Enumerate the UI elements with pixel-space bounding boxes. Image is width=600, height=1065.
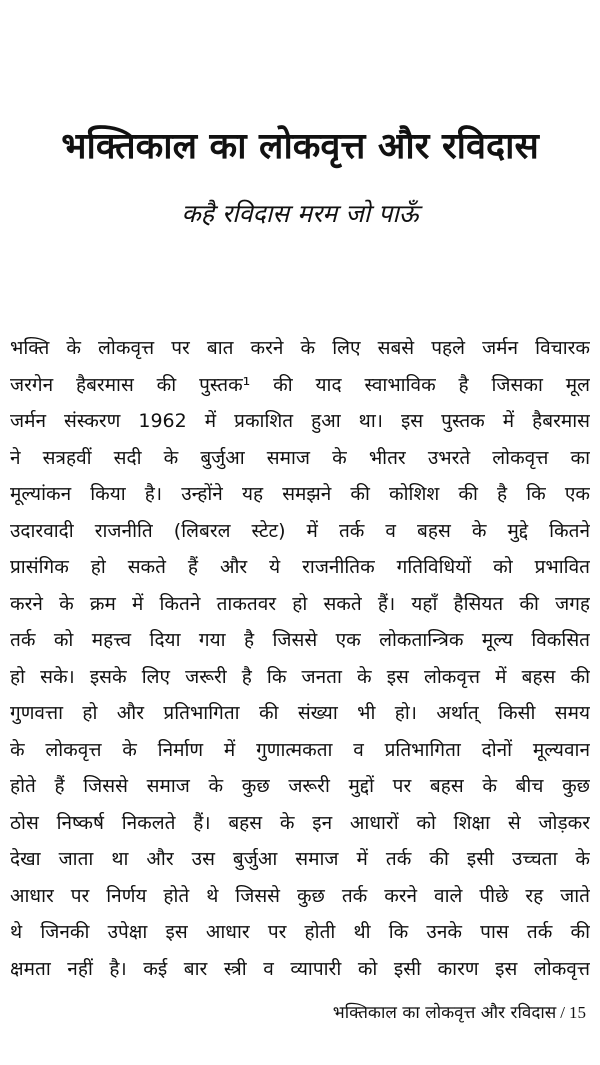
text-line: आधार पर निर्णय होते थे जिससे कुछ तर्क करने वाले पीछे रह जाते	[10, 884, 590, 907]
chapter-title: भक्तिकाल का लोकवृत्त और रविदास	[61, 126, 539, 167]
text-line: होते हैं जिससे समाज के कुछ जरूरी मुद्दों पर बहस के बीच कुछ	[10, 775, 590, 797]
text-line: तर्क को महत्त्व दिया गया है जिससे एक लोकतान्त्रिक मूल्य विकसित	[10, 629, 590, 651]
text-line: हो सके। इसके लिए जरूरी है कि जनता के इस लोकवृत्त में बहस की	[10, 665, 590, 688]
body-paragraph	[10, 330, 590, 987]
text-line: मूल्यांकन किया है। उन्होंने यह समझने की कोशिश की है कि एक	[10, 483, 590, 505]
text-line: थे जिनकी उपेक्षा इस आधार पर होती थी कि उनके पास तर्क की	[10, 921, 590, 943]
text-line: ने सत्रहवीं सदी के बुर्जुआ समाज के भीतर उभरते लोकवृत्त का	[10, 446, 590, 469]
text-line: जरगेन हैबरमास की पुस्तक¹ की याद स्वाभाविक है जिसका मूल	[10, 373, 590, 396]
footer-running-title: भक्तिकाल का लोकवृत्त और रविदास	[332, 1003, 557, 1023]
running-footer	[333, 1000, 586, 1026]
text-line: क्षमता नहीं है। कई बार स्त्री व व्यापारी को इसी कारण इस लोकवृत्त	[10, 957, 590, 980]
text-line: उदारवादी राजनीति (लिबरल स्टेट) में तर्क व बहस के मुद्दे कितने	[10, 519, 590, 542]
footer-separator: /	[560, 1003, 565, 1022]
text-line: भक्ति के लोकवृत्त पर बात करने के लिए सबसे पहले जर्मन विचारक	[10, 337, 590, 359]
text-line: जर्मन संस्करण 1962 में प्रकाशित हुआ था। इस पुस्तक में हैबरमास	[10, 410, 590, 432]
text-line: के लोकवृत्त के निर्माण में गुणात्मकता व प्रतिभागिता दोनों मूल्यवान	[10, 738, 590, 761]
page-number: 15	[569, 1003, 586, 1022]
text-line: ठोस निष्कर्ष निकलते हैं। बहस के इन आधारों को शिक्षा से जोड़कर	[10, 811, 590, 834]
text-line: प्रासंगिक हो सकते हैं और ये राजनीतिक गतिविधियों को प्रभावित	[10, 556, 590, 578]
chapter-epigraph: कहै रविदास मरम जो पाऊँ	[181, 199, 419, 228]
text-line: गुणवत्ता हो और प्रतिभागिता की संख्या भी हो। अर्थात् किसी समय	[10, 702, 590, 724]
text-line: देखा जाता था और उस बुर्जुआ समाज में तर्क की इसी उच्चता के	[10, 848, 590, 870]
text-line: करने के क्रम में कितने ताकतवर हो सकते हैं। यहाँ हैसियत की जगह	[10, 592, 590, 615]
